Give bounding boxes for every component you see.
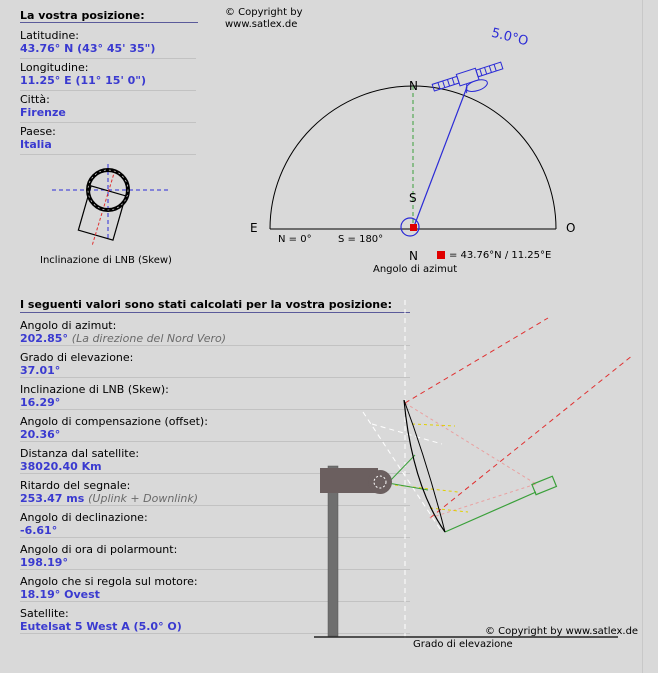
longitude-label: Longitudine: bbox=[20, 61, 89, 74]
latitude-label: Latitudine: bbox=[20, 29, 80, 42]
azimuth-ray bbox=[413, 87, 467, 229]
result-value: 20.36° bbox=[20, 428, 61, 441]
position-title: La vostra posizione: bbox=[20, 9, 145, 22]
south-label: S bbox=[409, 191, 417, 205]
longitude-block bbox=[20, 61, 196, 91]
lnb-arm bbox=[445, 492, 536, 532]
north-bottom-label: N bbox=[409, 249, 418, 263]
azimuth-caption: Angolo di azimut bbox=[373, 264, 458, 275]
lnb-skew-diagram bbox=[40, 160, 180, 255]
position-title-rule bbox=[20, 22, 198, 23]
page-right-edge bbox=[642, 0, 658, 673]
results-title: I seguenti valori sono stati calcolati per la vostra posizione: bbox=[20, 298, 392, 311]
latitude-block bbox=[20, 29, 196, 59]
result-label: Ritardo del segnale: bbox=[20, 479, 131, 492]
lnb-body bbox=[78, 186, 125, 240]
result-value: 202.85° (La direzione del Nord Vero) bbox=[20, 332, 227, 345]
longitude-value: 11.25° E (11° 15' 0") bbox=[20, 74, 147, 87]
result-value: 18.19° Ovest bbox=[20, 588, 100, 601]
city-value: Firenze bbox=[20, 106, 66, 119]
mount-pivot bbox=[368, 470, 392, 494]
result-value: 38020.40 Km bbox=[20, 460, 102, 473]
azimuth-copyright: © Copyright by www.satlex.de bbox=[225, 7, 303, 30]
observer-marker bbox=[410, 224, 417, 231]
result-value: 37.01° bbox=[20, 364, 61, 377]
result-label: Grado di elevazione: bbox=[20, 351, 134, 364]
result-label: Angolo che si regola sul motore: bbox=[20, 575, 198, 588]
result-label: Angolo di ora di polarmount: bbox=[20, 543, 178, 556]
country-label: Paese: bbox=[20, 125, 56, 138]
elevation-caption: Grado di elevazione bbox=[413, 639, 513, 650]
result-label: Angolo di compensazione (offset): bbox=[20, 415, 208, 428]
west-label: O bbox=[566, 221, 576, 235]
dish-profile bbox=[404, 400, 445, 532]
south-180-note: S = 180° bbox=[338, 234, 384, 245]
signal-ray-upper bbox=[405, 318, 548, 403]
country-value: Italia bbox=[20, 138, 52, 151]
result-value: 16.29° bbox=[20, 396, 61, 409]
result-label: Angolo di declinazione: bbox=[20, 511, 148, 524]
result-value: 198.19° bbox=[20, 556, 68, 569]
latitude-value: 43.76° N (43° 45' 35") bbox=[20, 42, 156, 55]
north-zero-note: N = 0° bbox=[278, 234, 312, 245]
result-value: Eutelsat 5 West A (5.0° O) bbox=[20, 620, 182, 633]
elevation-copyright: © Copyright by www.satlex.de bbox=[485, 626, 639, 637]
result-value: 253.47 ms (Uplink + Downlink) bbox=[20, 492, 199, 505]
legend-coordinates: = 43.76°N / 11.25°E bbox=[449, 250, 552, 261]
city-label: Città: bbox=[20, 93, 50, 106]
result-label: Angolo di azimut: bbox=[20, 319, 117, 332]
result-note: (Uplink + Downlink) bbox=[88, 492, 199, 505]
result-label: Satellite: bbox=[20, 607, 69, 620]
lnb-caption: Inclinazione di LNB (Skew) bbox=[40, 255, 172, 266]
country-block bbox=[20, 125, 196, 155]
result-note: (La direzione del Nord Vero) bbox=[71, 332, 227, 345]
legend-marker bbox=[437, 251, 445, 259]
result-label: Inclinazione di LNB (Skew): bbox=[20, 383, 169, 396]
satellite-icon bbox=[432, 60, 507, 103]
east-label: E bbox=[250, 221, 258, 235]
north-top-label: N bbox=[409, 79, 418, 93]
result-label: Distanza dal satellite: bbox=[20, 447, 140, 460]
result-value: -6.61° bbox=[20, 524, 58, 537]
satellite-label: 5.0°O bbox=[489, 25, 530, 50]
elevation-diagram bbox=[300, 300, 640, 650]
city-block bbox=[20, 93, 196, 123]
